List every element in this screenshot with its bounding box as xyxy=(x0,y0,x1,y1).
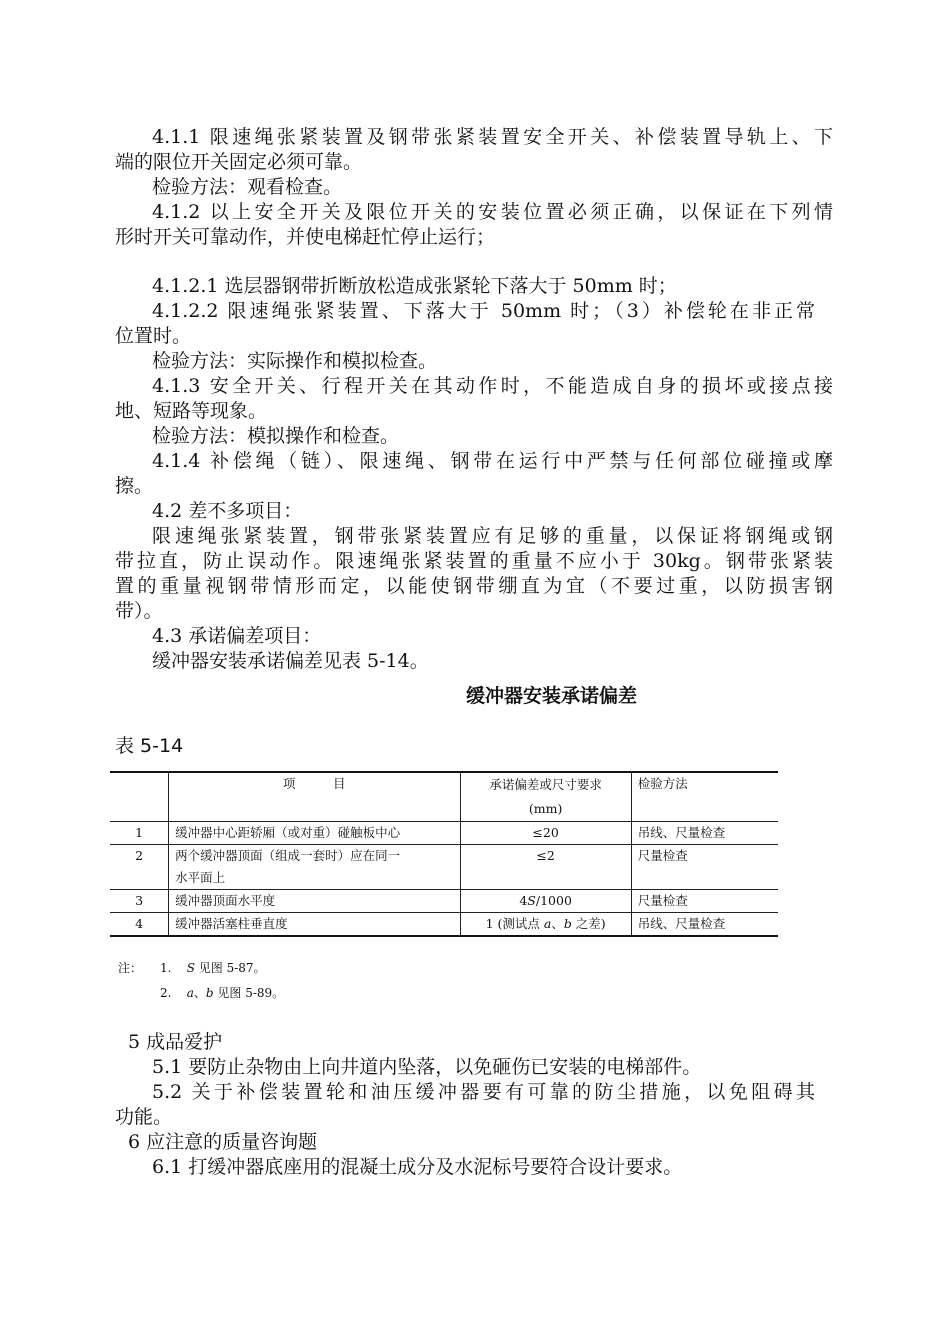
row-method: 尺量检查 xyxy=(631,845,778,890)
paragraph-4-2-cont-2: 置的重量视钢带情形而定，以能使钢带绷直为宜（不要过重，以防损害钢 xyxy=(115,575,833,597)
row-item-line1: 两个缓冲器顶面（组成一套时）应在同一 xyxy=(175,848,401,863)
note-1 xyxy=(160,960,266,976)
paragraph-4-3: 缓冲器安装承诺偏差见表 5-14。 xyxy=(152,650,429,672)
paragraph-5-2: 5.2 关于补偿装置轮和油压缓冲器要有可靠的防尘措施，以免阻碍其 xyxy=(152,1081,815,1103)
table-header-row xyxy=(110,772,778,822)
table-row xyxy=(110,913,778,937)
paragraph-4-1-2-2-cont: 位置时。 xyxy=(115,325,192,347)
row-item-line2: 水平面上 xyxy=(175,870,226,885)
paragraph-4-1-2-cont: 形时开关可靠动作，并使电梯赶忙停止运行； xyxy=(115,226,496,248)
header-no xyxy=(110,772,169,822)
dev-var-s: S xyxy=(527,893,536,908)
row-no: 1 xyxy=(110,822,169,845)
dev-pre: 4 xyxy=(519,893,528,908)
inspection-method-2: 检验方法：实际操作和模拟检查。 xyxy=(152,350,438,372)
paragraph-4-1-1-cont: 端的限位开关固定必须可靠。 xyxy=(115,151,363,173)
row-deviation: ≤20 xyxy=(460,822,631,845)
inspection-method-3: 检验方法：模拟操作和检查。 xyxy=(152,425,400,447)
paragraph-4-2: 限速绳张紧装置，钢带张紧装置应有足够的重量，以保证将钢绳或钢 xyxy=(152,525,833,547)
paragraph-4-2-cont-1: 带拉直，防止误动作。限速绳张紧装置的重量不应小于 30kg。钢带张紧装 xyxy=(115,550,833,572)
row-method: 吊线、尺量检查 xyxy=(631,822,778,845)
note-1-text: 见图 5-87。 xyxy=(194,961,266,975)
paragraph-4-1-3-cont: 地、短路等现象。 xyxy=(115,400,268,422)
dev-mid: 、 xyxy=(551,916,564,931)
heading-4-3: 4.3 承诺偏差项目： xyxy=(152,625,322,647)
note-label: 注： xyxy=(118,961,143,975)
dev-var-b: b xyxy=(563,916,572,931)
header-deviation-line1: 承诺偏差或尺寸要求 xyxy=(489,777,602,792)
paragraph-5-2-cont: 功能。 xyxy=(115,1106,173,1128)
note-2-text: 见图 5-89。 xyxy=(213,986,285,1000)
header-item: 项 目 xyxy=(169,772,460,822)
note-1-num: 1. xyxy=(160,961,172,975)
row-method: 吊线、尺量检查 xyxy=(631,913,778,937)
row-deviation xyxy=(460,913,631,937)
buffer-deviation-table xyxy=(110,771,778,937)
heading-6: 6 应注意的质量咨询题 xyxy=(128,1131,318,1153)
table-row xyxy=(110,845,778,890)
header-method: 检验方法 xyxy=(631,772,778,822)
paragraph-4-1-4: 4.1.4 补偿绳（链）、限速绳、钢带在运行中严禁与任何部位碰撞或摩 xyxy=(152,450,833,472)
row-item: 缓冲器中心距轿厢（或对重）碰触板中心 xyxy=(169,822,460,845)
row-no: 2 xyxy=(110,845,169,890)
row-item xyxy=(169,845,460,890)
table-number: 表 5-14 xyxy=(115,735,184,757)
paragraph-4-2-cont-3: 带）。 xyxy=(115,600,163,622)
note-2-var-a: a xyxy=(186,986,194,1000)
row-deviation: ≤2 xyxy=(460,845,631,890)
dev-post: 之差) xyxy=(571,916,606,931)
row-no: 3 xyxy=(110,890,169,913)
heading-5: 5 成品爱护 xyxy=(128,1031,223,1053)
table-row xyxy=(110,822,778,845)
paragraph-4-1-1: 4.1.1 限速绳张紧装置及钢带张紧装置安全开关、补偿装置导轨上、下 xyxy=(152,126,833,148)
paragraph-4-1-4-cont: 擦。 xyxy=(115,475,154,497)
header-deviation-line2: (mm) xyxy=(528,801,563,816)
heading-4-2: 4.2 差不多项目： xyxy=(152,500,303,522)
note-2-sep: 、 xyxy=(193,986,206,1000)
note-2-num: 2. xyxy=(160,986,172,1000)
row-item: 缓冲器活塞柱垂直度 xyxy=(169,913,460,937)
paragraph-4-1-2: 4.1.2 以上安全开关及限位开关的安装位置必须正确，以保证在下列情 xyxy=(152,201,833,223)
paragraph-4-1-3: 4.1.3 安全开关、行程开关在其动作时，不能造成自身的损坏或接点接 xyxy=(152,375,833,397)
row-method: 尺量检查 xyxy=(631,890,778,913)
inspection-method-1: 检验方法：观看检查。 xyxy=(152,176,343,198)
dev-var-a: a xyxy=(543,916,552,931)
note-1-var: S xyxy=(186,961,195,975)
note-2 xyxy=(160,985,284,1001)
paragraph-4-1-2-2: 4.1.2.2 限速绳张紧装置、下落大于 50mm 时；（3）补偿轮在非正常 xyxy=(152,300,815,322)
header-deviation xyxy=(460,772,631,822)
dev-pre: 1 (测试点 xyxy=(485,916,544,931)
row-deviation xyxy=(460,890,631,913)
paragraph-6-1: 6.1 打缓冲器底座用的混凝土成分及水泥标号要符合设计要求。 xyxy=(152,1156,683,1178)
table-row xyxy=(110,890,778,913)
paragraph-5-1: 5.1 要防止杂物由上向井道内坠落，以免砸伤已安装的电梯部件。 xyxy=(152,1056,702,1078)
dev-post: /1000 xyxy=(535,893,572,908)
note-2-var-b: b xyxy=(205,986,214,1000)
row-no: 4 xyxy=(110,913,169,937)
table-title: 缓冲器安装承诺偏差 xyxy=(466,685,638,707)
row-item: 缓冲器顶面水平度 xyxy=(169,890,460,913)
paragraph-4-1-2-1: 4.1.2.1 选层器钢带折断放松造成张紧轮下落大于 50mm 时； xyxy=(152,275,677,297)
